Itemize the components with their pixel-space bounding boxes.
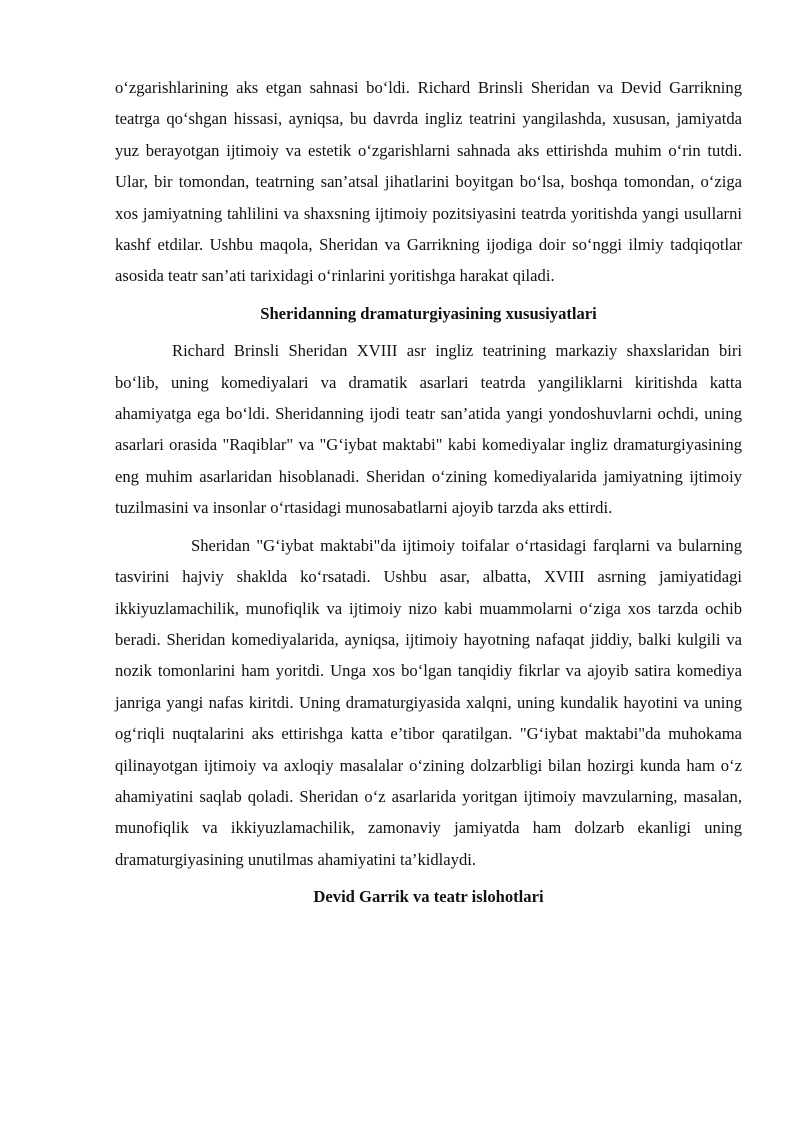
paragraph-sheridan-2: Sheridan "G‘iybat maktabi"da ijtimoiy toifalar o‘rtasidagi farqlarni va bularning tasvirini hajviy shaklda ko‘rsatadi. Ushbu asar, albatta, XVIII asrning jamiyatidagi ikkiyuzlamachilik, munofiqlik va ijtimoiy nizo kabi muammolarni o‘ziga xos tarzda ochib beradi. Sheridan komediyalarida, ayniqsa, ijtimoiy hayotning nafaqat jiddiy, balki kulgili va nozik tomonlarini ham yoritdi. Unga xos bo‘lgan tanqidiy fikrlar va ajoyib satira komediya janriga yangi nafas kiritdi. Uning dramaturgiyasida xalqni, uning kundalik hayotini va uning og‘riqli nuqtalarini aks ettirishga katta e’tibor qaratilgan. "G‘iybat maktabi"da muhokama qilinayotgan ijtimoiy va axloqiy masalalar o‘zining dolzarbligi bilan hozirgi kunda ham o‘z ahamiyatini saqlab qoladi. Sheridan o‘z asarlarida yoritgan ijtimoiy mavzularning, masalan, munofiqlik va ikkiyuzlamachilik, zamonaviy jamiyatda ham dolzarb ekanligi uning dramaturgiyasining unutilmas ahamiyatini ta’kidlaydi. [115,535,742,869]
section-heading-sheridan: Sheridanning dramaturgiyasining xususiyatlari [260,303,597,323]
paragraph-intro: o‘zgarishlarining aks etgan sahnasi bo‘ldi. Richard Brinsli Sheridan va Devid Garrikning teatrga qo‘shgan hissasi, ayniqsa, bu davrda ingliz teatrini yangilashda, xususan, jamiyatda yuz berayotgan ijtimoiy va estetik o‘zgarishlarni sahnada aks ettirishda muhim o‘rin tutdi. Ular, bir tomondan, teatrning san’atsal jihatlarini boyitgan bo‘lsa, boshqa tomondan, o‘ziga xos jamiyatning tahlilini va shaxsning ijtimoiy pozitsiyasini teatrda yoritishda yangi usullarni kashf etdilar. Ushbu maqola, Sheridan va Garrikning ijodiga doir so‘nggi ilmiy tadqiqotlar asosida teatr san’ati tarixidagi o‘rinlarini yoritishga harakat qiladi. [115,78,742,286]
paragraph-sheridan-1: Richard Brinsli Sheridan XVIII asr ingliz teatrining markaziy shaxslaridan biri bo‘lib, uning komediyalari va dramatik asarlari teatrda yangiliklarni kiritishda katta ahamiyatga ega bo‘ldi. Sheridanning ijodi teatr san’atida yangi yondoshuvlarni ochdi, uning asarlari orasida "Raqiblar" va "G‘iybat maktabi" kabi komediyalar ingliz dramaturgiyasining eng muhim asarlaridan hisoblanadi. Sheridan o‘zining komediyalarida jamiyatning ijtimoiy tuzilmasini va insonlar o‘rtasidagi munosabatlarni ajoyib tarzda aks ettirdi. [115,341,742,518]
document-page [115,72,742,913]
section-heading-garrik: Devid Garrik va teatr islohotlari [313,887,544,907]
